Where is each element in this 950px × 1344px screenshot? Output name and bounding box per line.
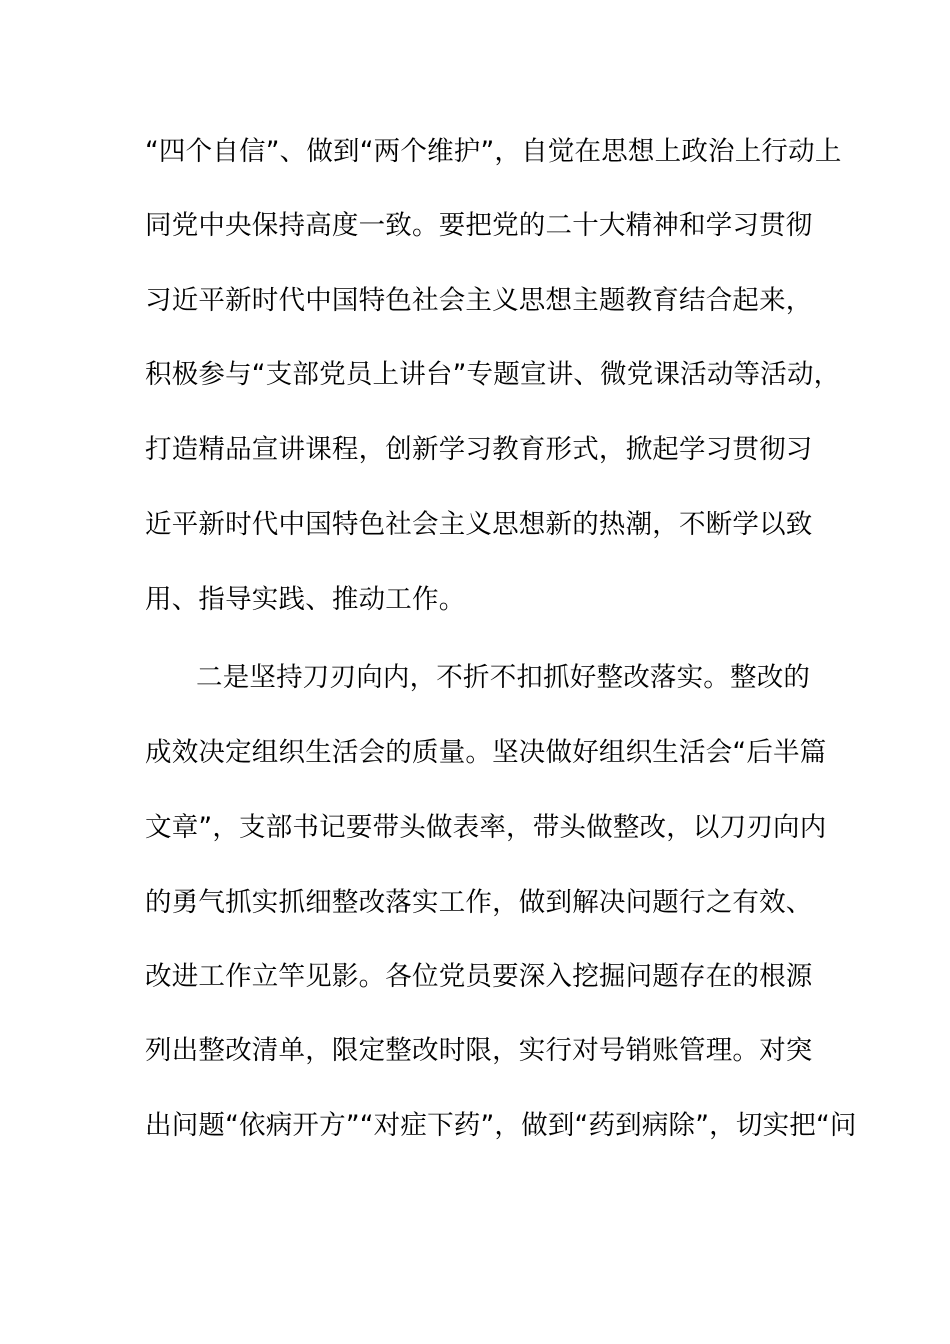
text-line: 成效决定组织生活会的质量。坚决做好组织生活会“后半篇 xyxy=(145,737,827,768)
text-line: 出问题“依病开方”“对症下药”，做到“药到病除”，切实把“问 xyxy=(145,1110,857,1141)
text-line: 习近平新时代中国特色社会主义思想主题教育结合起来， xyxy=(145,285,813,316)
text-line: 用、指导实践、推动工作。 xyxy=(145,584,466,615)
text-line: 近平新时代中国特色社会主义思想新的热潮，不断学以致 xyxy=(145,509,813,540)
text-line: 改进工作立竿见影。各位党员要深入挖掘问题存在的根源 xyxy=(145,961,813,992)
text-line: 列出整改清单，限定整改时限，实行对号销账管理。对突 xyxy=(145,1035,813,1066)
text-line: 文章”，支部书记要带头做表率，带头做整改，以刀刃向内 xyxy=(145,812,827,843)
text-line: 同党中央保持高度一致。要把党的二十大精神和学习贯彻 xyxy=(145,210,813,241)
text-line: 打造精品宣讲课程，创新学习教育形式，掀起学习贯彻习 xyxy=(145,434,813,465)
text-line: 积极参与“支部党员上讲台”专题宣讲、微党课活动等活动， xyxy=(145,359,841,390)
paragraph-first-line: 二是坚持刀刃向内，不折不扣抓好整改落实。整改的 xyxy=(196,662,811,693)
text-line: “四个自信”、做到“两个维护”，自觉在思想上政治上行动上 xyxy=(145,136,842,167)
text-line: 的勇气抓实抓细整改落实工作，做到解决问题行之有效、 xyxy=(145,887,813,918)
